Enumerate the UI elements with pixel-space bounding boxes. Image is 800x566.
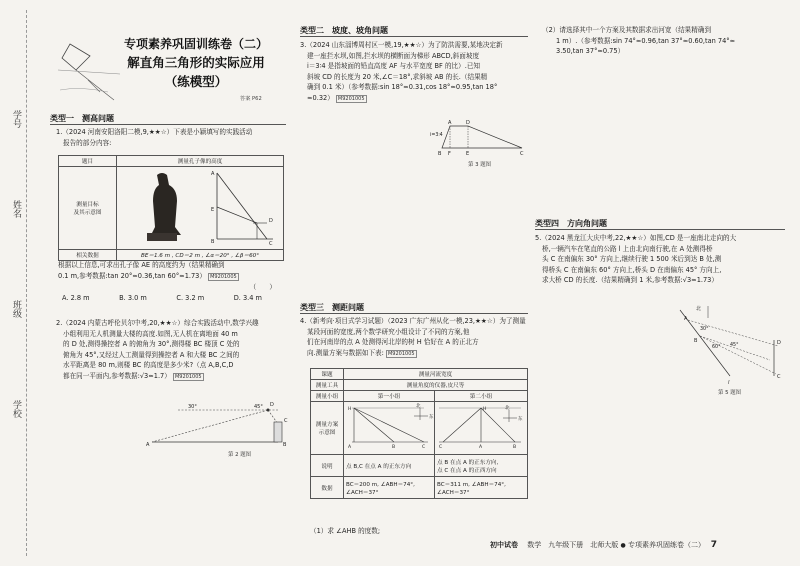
section-divider xyxy=(300,313,528,314)
kite-illustration xyxy=(50,40,122,106)
svg-text:A: A xyxy=(684,316,688,322)
svg-text:A: A xyxy=(146,442,150,448)
section-title-slope: 类型二 坡度、坡角问题 xyxy=(300,26,388,35)
option-c: C. 3.2 m xyxy=(176,293,205,302)
table-cell: 测量目标 及其示意图 xyxy=(59,167,117,250)
table-cell: 相关数据 xyxy=(59,250,117,261)
question-4-text: 某段河面的宽度,两个数学研究小组设计了不同的方案,他 xyxy=(307,327,470,336)
option-b: B. 3.0 m xyxy=(119,293,147,302)
svg-text:A: A xyxy=(448,120,452,126)
question-2-data: 都在同一平面内,参考数据:√3≈1.7） xyxy=(63,371,171,380)
question-3-text xyxy=(300,93,530,105)
svg-text:D: D xyxy=(270,402,274,408)
table-cell: BE＝1.6 m , CD＝2 m , ∠α＝20° , ∠β＝60° xyxy=(117,250,284,261)
svg-text:B: B xyxy=(513,445,517,450)
question-5-text: 得桥头 C 在南偏东 60° 方向上,桥头 D 在南偏东 45° 方向上, xyxy=(542,265,722,274)
svg-text:F: F xyxy=(448,151,451,157)
svg-text:B: B xyxy=(211,239,215,245)
question-1-options xyxy=(58,293,262,304)
cut-line xyxy=(26,10,27,556)
angle-30-label: 30° xyxy=(188,404,197,410)
group-1-diagram xyxy=(344,402,434,452)
question-3-data: ≈0.32） xyxy=(307,93,334,102)
question-4-text: 们在河南岸的点 A 处测得河北岸的树 H 恰好在 A 的正北方 xyxy=(307,338,479,347)
question-3-text: 斜坡 CD 的长度为 20 米,∠C＝18°,求斜坡 AB 的长.（结果精 xyxy=(307,72,488,81)
svg-text:B: B xyxy=(392,445,396,450)
footer-series: 专项素养巩固练卷（二） xyxy=(627,541,702,549)
question-2-diagram xyxy=(138,398,288,448)
table-cell: 第一小组 xyxy=(344,391,435,402)
question-1-table xyxy=(58,155,284,261)
line-l-label: l xyxy=(728,380,730,386)
section-title-height: 类型一 测高问题 xyxy=(50,114,114,123)
angle-45-label: 45° xyxy=(730,343,739,348)
north-label: 北 xyxy=(416,404,421,409)
table-header-cell: 测量孔子像的高度 xyxy=(117,156,284,167)
group-2-diagram xyxy=(435,402,527,452)
question-1-text: 根据以上信息,可求出孔子像 AE 的高度约为（结果精确到 xyxy=(58,261,225,269)
table-cell: 测量河流宽度 xyxy=(344,369,528,380)
question-4-sub-2 xyxy=(542,25,788,57)
footer-brand: 初中试卷 xyxy=(490,541,518,549)
svg-text:E: E xyxy=(466,151,470,157)
east-label: 东 xyxy=(429,415,434,420)
question-3-text: 确到 0.1 米）（参考数据:sin 18°≈0.31,cos 18°≈0.95,tan 18° xyxy=(307,83,498,92)
east-label: 东 xyxy=(518,417,523,422)
north-label: 北 xyxy=(696,306,702,312)
table-cell: BC＝200 m, ∠ABH＝74°, ∠ACH＝37° xyxy=(344,477,435,499)
question-3 xyxy=(300,40,530,105)
question-code: M9201005 xyxy=(174,373,202,380)
question-2-text: 俯角为 45°,又经过人工测量得到操控者 A 和大楼 BC 之间的 xyxy=(63,350,240,359)
question-4-sub-2-text: 1 m）.（参考数据:sin 74°≈0.96,tan 37°≈0.60,tan 74°≈ xyxy=(556,36,736,45)
question-5 xyxy=(535,233,787,286)
answer-paren: （ ） xyxy=(249,283,276,292)
figure-3-caption: 第 3 题图 xyxy=(468,162,492,168)
question-4-sub-2-text: 3.50,tan 37°≈0.75） xyxy=(556,47,625,56)
question-code: M9201005 xyxy=(210,273,237,280)
question-2-text xyxy=(56,371,286,383)
question-4-table xyxy=(310,368,528,499)
question-3-text: 3.（2024 山东淄博周村区一模,19,★★☆）为了防洪需要,某地决定新 xyxy=(300,41,503,49)
svg-text:B: B xyxy=(283,442,287,448)
question-5-text: 5.（2024 黑龙江大庆中考,22,★★☆）如图,CD 是一座南北走向的大 xyxy=(535,234,737,242)
table-cell: 点 B,C 在点 A 的正东方向 xyxy=(344,455,435,477)
option-d: D. 3.4 m xyxy=(233,293,262,302)
svg-text:C: C xyxy=(439,445,443,450)
svg-text:A: A xyxy=(211,171,215,177)
question-1-stem: 1.（2024 河南安阳洛阳二模,9,★★☆）下表是小颖填写的实践活动 xyxy=(56,128,253,136)
svg-text:C: C xyxy=(777,374,781,380)
group-1-diagram-cell xyxy=(344,402,435,455)
table-cell: 测量小组 xyxy=(311,391,344,402)
question-4-sub-1: （1）求 ∠AHB 的度数; xyxy=(310,527,381,535)
svg-text:C: C xyxy=(422,445,426,450)
question-1 xyxy=(56,127,286,148)
question-code: M9201005 xyxy=(337,95,365,102)
question-4-sub-2-text: （2）请选择其中一个方案及其数据求出河宽（结果精确到 xyxy=(542,26,712,34)
svg-text:B: B xyxy=(694,338,698,344)
table-cell: 测量角度的仪器,皮尺等 xyxy=(344,380,528,391)
table-cell: 数据 xyxy=(311,477,344,499)
title-line-2: 解直角三角形的实际应用 xyxy=(127,55,265,70)
north-label: 北 xyxy=(505,406,510,411)
margin-label-name: 姓名 xyxy=(11,200,21,218)
table-cell: 第二小组 xyxy=(435,391,528,402)
svg-text:D: D xyxy=(777,340,781,346)
question-1-stem-cont: 报告的部分内容: xyxy=(63,138,112,147)
statue-diagram xyxy=(117,167,283,247)
question-5-diagram xyxy=(670,300,786,386)
section-title-distance: 类型三 测距问题 xyxy=(300,303,364,312)
section-divider xyxy=(50,124,286,125)
page-number: 7 xyxy=(710,540,717,550)
svg-text:E: E xyxy=(211,207,215,213)
angle-45-label: 45° xyxy=(254,404,263,410)
svg-text:B: B xyxy=(438,151,442,157)
table-header-cell: 题目 xyxy=(59,156,117,167)
question-3-text: i＝3∶4 是指坡面的铅直高度 AF 与水平宽度 BF 的比）.已知 xyxy=(307,62,481,71)
figure-5-caption: 第 5 题图 xyxy=(718,390,742,396)
svg-text:D: D xyxy=(466,120,470,126)
question-4-text: 4.（新考向·项目式学习试题）（2023 广东广州从化一模,23,★★☆）为了测量 xyxy=(300,317,526,325)
question-2-text: 水平距离是 80 m,则楼 BC 的高度是多少米?（点 A,B,C,D xyxy=(63,361,234,370)
question-5-text: 桥,一辆汽车在笔直的公路 l 上由北向南行驶,在 A 处测得桥 xyxy=(542,244,713,253)
svg-text:H: H xyxy=(348,407,352,412)
section-divider xyxy=(300,36,528,37)
margin-label-school: 学校 xyxy=(11,400,21,418)
option-a: A. 2.8 m xyxy=(62,293,90,302)
section-divider xyxy=(535,229,785,230)
footer-bullet-icon: ● xyxy=(620,542,626,549)
question-1-data: 0.1 m,参考数据:tan 20°≈0.36,tan 60°≈1.73） xyxy=(58,271,206,280)
table-cell: 课题 xyxy=(311,369,344,380)
footer-subject: 数学 九年级下册 北师大版 xyxy=(527,541,619,549)
svg-text:A: A xyxy=(348,445,352,450)
question-1-body xyxy=(58,260,286,303)
angle-60-label: 60° xyxy=(712,345,721,350)
question-4-text xyxy=(300,348,532,360)
table-figure-cell xyxy=(117,167,284,250)
svg-text:C: C xyxy=(520,151,524,157)
title-line-3: （练模型） xyxy=(164,74,228,89)
question-3-text: 建一座拦水坝,如图,拦水坝的横断面为梯形 ABCD,斜面坡度 xyxy=(307,51,480,60)
margin-label-class: 班级 xyxy=(11,300,21,318)
table-cell: 测量方案 示意图 xyxy=(311,402,344,455)
angle-30-label: 30° xyxy=(700,327,709,332)
svg-text:D: D xyxy=(269,218,273,224)
svg-text:A: A xyxy=(479,445,483,450)
table-cell: BC＝311 m, ∠ABH＝74°, ∠ACH＝37° xyxy=(435,477,528,499)
answer-reference: 答案 P62 xyxy=(240,96,262,102)
group-2-diagram-cell xyxy=(435,402,528,455)
table-cell: 测量工具 xyxy=(311,380,344,391)
question-2 xyxy=(56,318,286,383)
question-5-text: 头 C 在南偏东 30° 方向上,继续行驶 1 500 米后到达 B 处,测 xyxy=(542,255,722,264)
title-line-1: 专项素养巩固训练卷（二） xyxy=(123,37,268,51)
binding-margin xyxy=(0,0,44,566)
question-3-diagram xyxy=(428,118,528,160)
question-2-text: 小组利用无人机测量大楼的高度.如图,无人机在离地面 40 m xyxy=(63,329,238,338)
svg-text:C: C xyxy=(284,418,288,424)
page-footer xyxy=(490,540,717,550)
section-title-direction: 类型四 方向角问题 xyxy=(535,219,607,228)
slope-label: i=3∶4 xyxy=(430,133,443,138)
question-code: M9201005 xyxy=(387,350,415,357)
question-5-text: 求大桥 CD 的长度.（结果精确到 1 米,参考数据:√3≈1.73） xyxy=(542,276,718,285)
table-cell: 点 B 在点 A 的正东方向, 点 C 在点 A 的正西方向 xyxy=(435,455,528,477)
question-4-data: 向.测量方案与数据如下表: xyxy=(307,348,384,357)
question-2-text: 的 D 处,测得操控者 A 的俯角为 30°,测得楼 BC 楼顶 C 处的 xyxy=(63,340,240,349)
table-cell: 说明 xyxy=(311,455,344,477)
question-4 xyxy=(300,316,532,359)
question-2-text: 2.（2024 内蒙古呼伦贝尔中考,20,★★☆）综合实践活动中,数学兴趣 xyxy=(56,319,259,327)
svg-text:H: H xyxy=(483,407,487,412)
margin-label-student-id: 学号 xyxy=(11,110,21,128)
question-1-text xyxy=(58,271,286,283)
svg-text:C: C xyxy=(269,241,273,247)
figure-2-caption: 第 2 题图 xyxy=(228,452,252,458)
